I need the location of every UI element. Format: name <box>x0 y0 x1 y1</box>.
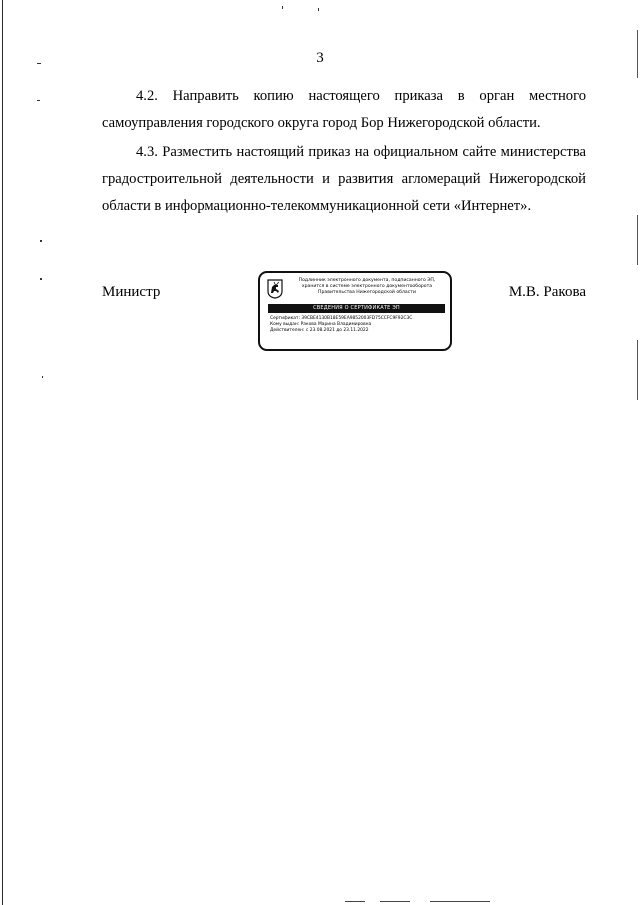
stamp-valid-period: Действителен: с 23.08.2021 до 23.11.2022 <box>270 328 369 333</box>
scan-speck <box>40 240 42 242</box>
scan-dash <box>345 901 365 902</box>
scan-speck <box>40 278 42 280</box>
paragraph-4-2-line-2: самоуправления городского округа город Бор Нижегородской области. <box>102 115 541 131</box>
stamp-certificate-number: Сертификат: 39CBE4130B18E59EA9852003FD75CCFC9F92C3C <box>270 316 413 321</box>
paragraph-4-3-line-1: 4.3. Разместить настоящий приказ на официальном сайте министерства <box>136 144 586 160</box>
coat-of-arms-icon <box>267 279 283 299</box>
scan-dash <box>380 901 410 902</box>
stamp-header-line-2: хранится в системе электронного документооборота <box>301 284 433 289</box>
stamp-header-line-1: Подлинник электронного документа, подписанного ЭП, <box>298 278 436 283</box>
scan-edge-right-low <box>637 340 638 400</box>
paragraph-4-2 <box>102 83 586 137</box>
paragraph-4-3-line-3: области в информационно-телекоммуникационной сети «Интернет». <box>102 198 532 214</box>
scan-dash <box>430 901 490 902</box>
stamp-issued-to: Кому выдан: Ракова Марина Владимировна <box>270 322 372 327</box>
paragraph-4-3 <box>102 139 586 220</box>
page-number: 3 <box>316 50 324 66</box>
electronic-signature-stamp <box>258 271 452 351</box>
signer-name: М.В. Ракова <box>508 284 586 300</box>
scan-edge-left <box>2 0 3 905</box>
stamp-header <box>286 278 448 296</box>
scan-speck <box>318 8 319 11</box>
paragraph-4-2-line-1: 4.2. Направить копию настоящего приказа в орган местного <box>136 88 586 104</box>
scan-speck <box>282 6 283 9</box>
stamp-header-line-3: Правительства Нижегородской области <box>318 290 416 295</box>
stamp-certificate-bar: СВЕДЕНИЯ О СЕРТИФИКАТЕ ЭП <box>268 304 445 313</box>
signer-title: Министр <box>102 284 161 300</box>
stamp-details <box>270 316 448 334</box>
paragraph-4-3-line-2: градостроительной деятельности и развития агломераций Нижегородской <box>102 171 586 187</box>
scan-speck <box>42 376 43 378</box>
scan-edge-right-mid <box>637 215 638 265</box>
scan-speck <box>37 100 40 101</box>
